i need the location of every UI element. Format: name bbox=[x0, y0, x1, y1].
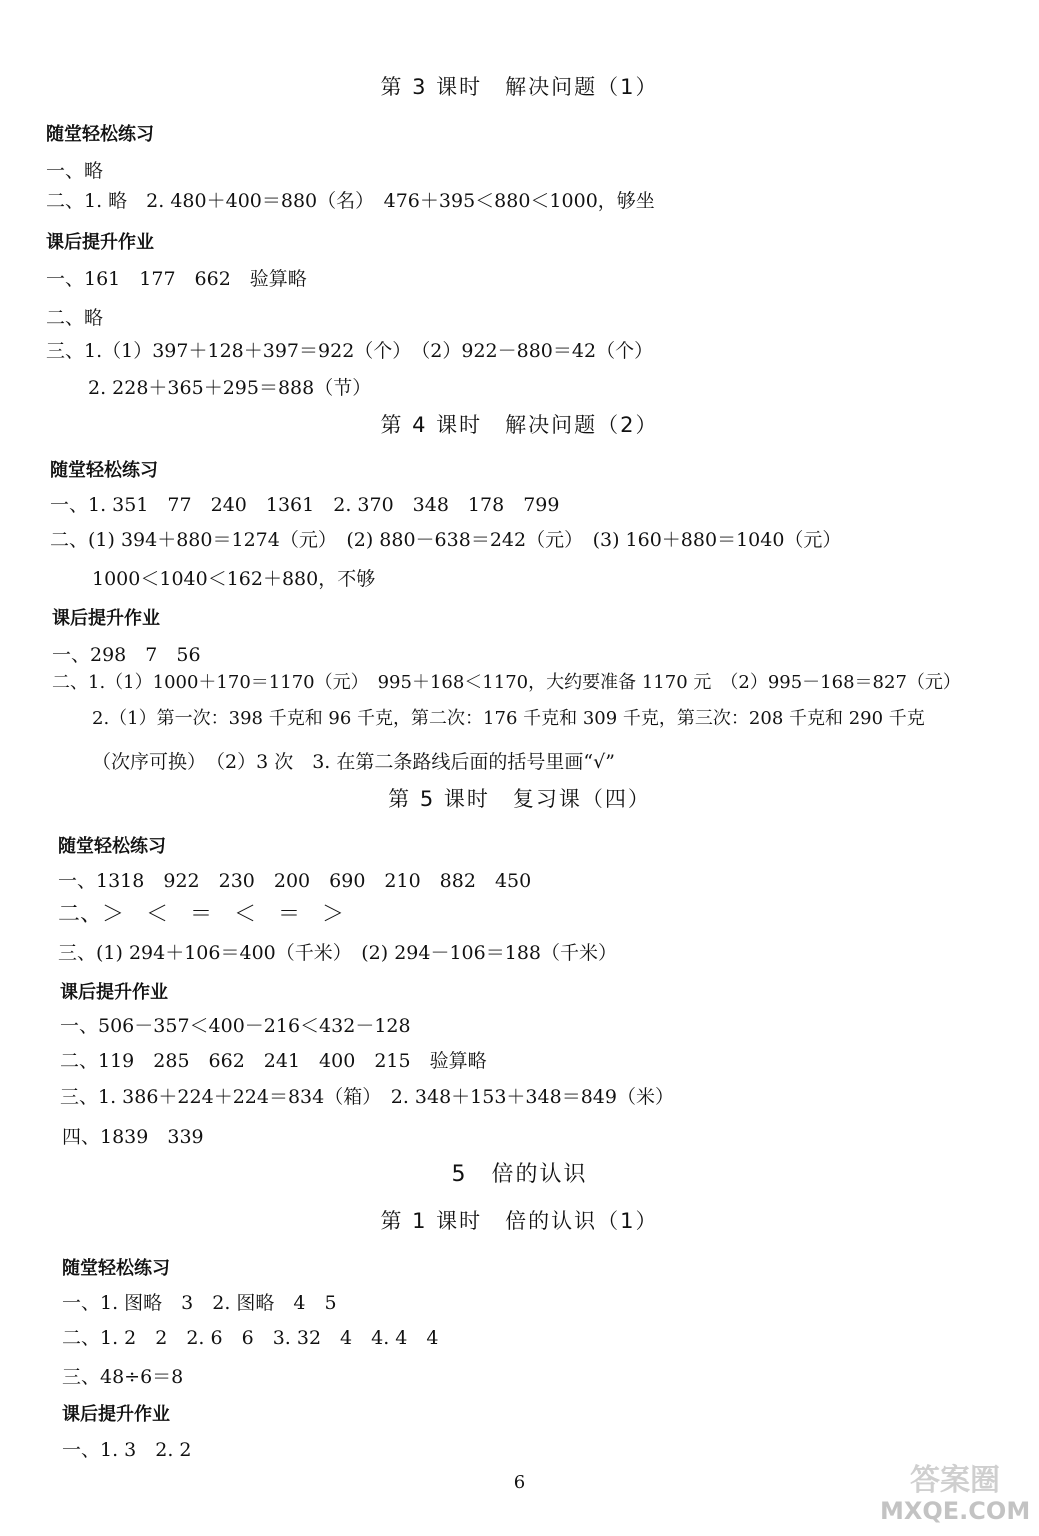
answer-line: 二、略 bbox=[46, 307, 104, 329]
in-class-practice-label: 随堂轻松练习 bbox=[58, 836, 166, 857]
in-class-practice-label: 随堂轻松练习 bbox=[62, 1258, 170, 1279]
in-class-practice-label: 随堂轻松练习 bbox=[46, 124, 154, 145]
answer-line: 2.（1）第一次：398 千克和 96 千克，第二次：176 千克和 309 千克，第三次：208 千克和 290 千克 bbox=[92, 708, 925, 729]
section-title-lesson3: 第 3 课时 解决问题（1） bbox=[380, 75, 659, 99]
section-title-lesson4: 第 4 课时 解决问题（2） bbox=[380, 413, 659, 437]
answer-line: 2. 228＋365＋295＝888（节） bbox=[88, 377, 372, 399]
answer-line: 二、(1) 394＋880＝1274（元） (2) 880－638＝242（元） (3) 160＋880＝1040（元） bbox=[50, 529, 842, 551]
answer-line: 一、1. 图略 3 2. 图略 4 5 bbox=[62, 1292, 337, 1314]
answer-line: 二、1. 略 2. 480＋400＝880（名） 476＋395＜880＜1000，够坐 bbox=[46, 190, 655, 212]
watermark-logo bbox=[880, 1455, 1030, 1527]
after-class-homework-label: 课后提升作业 bbox=[60, 982, 168, 1003]
answer-line: 三、1.（1）397＋128＋397＝922（个） （2）922－880＝42（个） bbox=[46, 340, 654, 362]
answer-line: 一、1. 3 2. 2 bbox=[62, 1439, 192, 1461]
watermark-url: MXQE.COM bbox=[880, 1497, 1031, 1525]
watermark-mark: 答案圈 bbox=[910, 1463, 1000, 1498]
answer-line: 三、48÷6＝8 bbox=[62, 1366, 184, 1388]
answer-line: （次序可换） （2）3 次 3. 在第二条路线后面的括号里画“√” bbox=[92, 751, 615, 773]
page-number: 6 bbox=[513, 1472, 526, 1493]
answer-line: 三、(1) 294＋106＝400（千米） (2) 294－106＝188（千米） bbox=[58, 942, 617, 964]
answer-line: 一、161 177 662 验算略 bbox=[46, 268, 307, 290]
answer-line: 一、略 bbox=[46, 160, 104, 182]
chapter-title: 5 倍的认识 bbox=[451, 1162, 588, 1187]
answer-line: 一、1. 351 77 240 1361 2. 370 348 178 799 bbox=[50, 494, 560, 516]
section-title-lesson1: 第 1 课时 倍的认识（1） bbox=[380, 1209, 659, 1233]
after-class-homework-label: 课后提升作业 bbox=[46, 232, 154, 253]
answer-line: 一、298 7 56 bbox=[52, 644, 201, 666]
answer-line: 二、1.（1）1000＋170＝1170（元） 995＋168＜1170，大约要准备 1170 元 （2）995－168＝827（元） bbox=[52, 672, 961, 693]
answer-line: 二、1. 2 2 2. 6 6 3. 32 4 4. 4 4 bbox=[62, 1327, 439, 1349]
answer-line: 二、＞ ＜ ＝ ＜ ＝ ＞ bbox=[58, 902, 345, 927]
answer-line: 一、506－357＜400－216＜432－128 bbox=[60, 1015, 411, 1037]
answer-line: 三、1. 386＋224＋224＝834（箱） 2. 348＋153＋348＝849（米） bbox=[60, 1086, 674, 1108]
answer-line: 二、119 285 662 241 400 215 验算略 bbox=[60, 1050, 487, 1072]
answer-line: 四、1839 339 bbox=[62, 1126, 204, 1148]
in-class-practice-label: 随堂轻松练习 bbox=[50, 460, 158, 481]
after-class-homework-label: 课后提升作业 bbox=[52, 608, 160, 629]
answer-line: 1000＜1040＜162＋880，不够 bbox=[92, 568, 376, 590]
after-class-homework-label: 课后提升作业 bbox=[62, 1404, 170, 1425]
answer-line: 一、1318 922 230 200 690 210 882 450 bbox=[58, 870, 532, 892]
section-title-lesson5: 第 5 课时 复习课（四） bbox=[388, 787, 651, 811]
